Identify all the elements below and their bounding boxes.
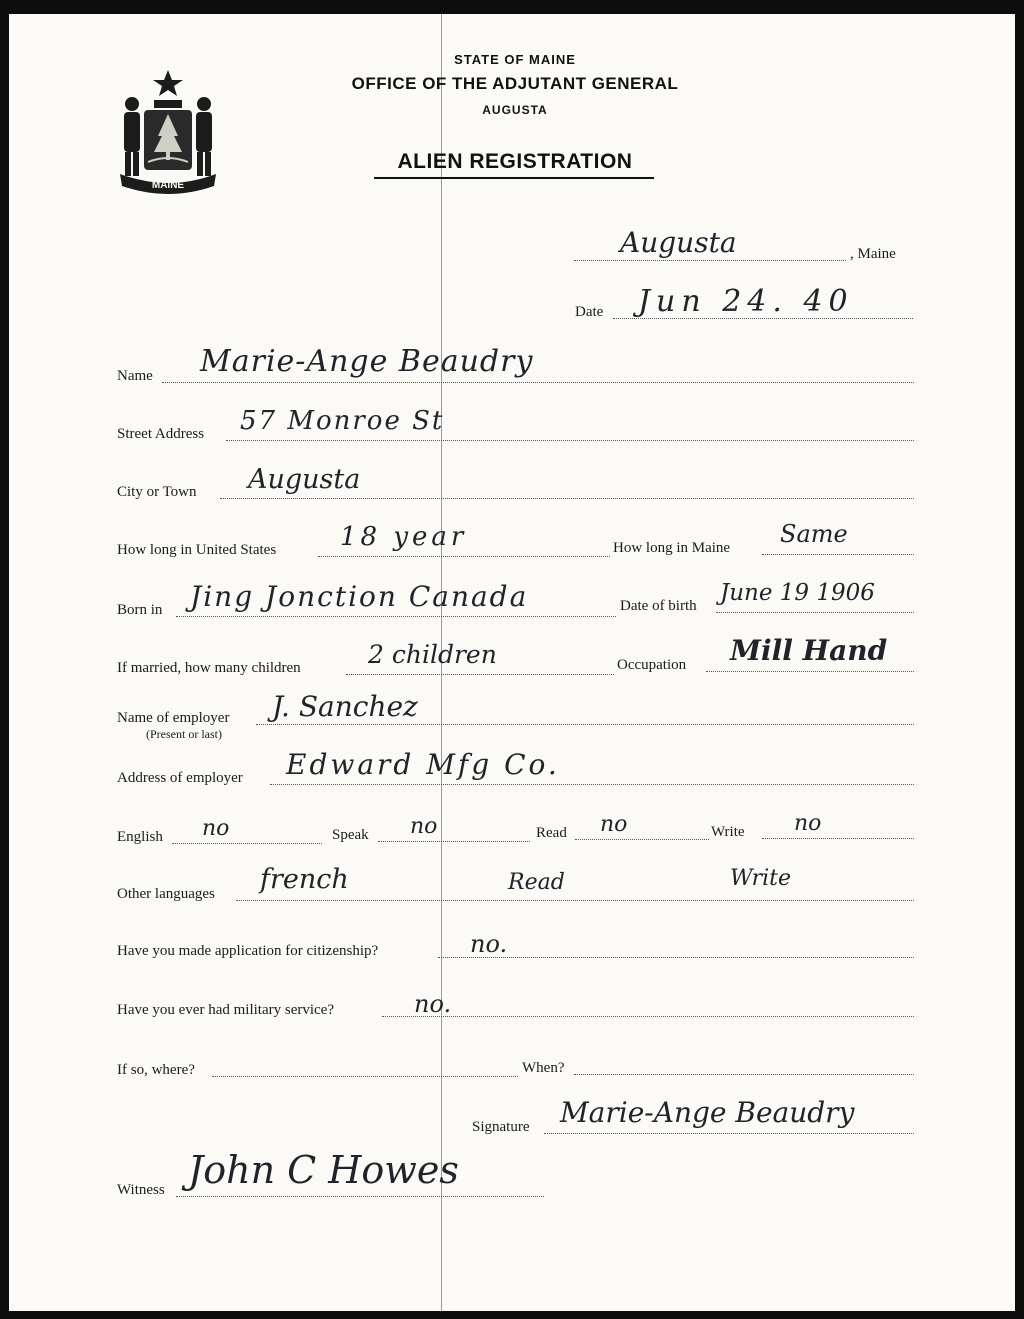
employer-name-label: Name of employer: [117, 710, 230, 726]
military-label: Have you ever had military service?: [117, 1002, 334, 1018]
employer-address-label: Address of employer: [117, 770, 243, 786]
state-seal-icon: [114, 66, 222, 194]
city-entry: Augusta: [248, 464, 361, 495]
name-label: Name: [117, 368, 153, 384]
place-entry: Augusta: [620, 226, 737, 259]
date-of-birth-entry: June 19 1906: [720, 580, 875, 606]
header-city: AUGUSTA: [482, 103, 548, 117]
title-underline: [374, 177, 654, 179]
how-long-maine-line: [762, 554, 914, 555]
english-entry: no: [202, 816, 230, 841]
witness-label: Witness: [117, 1182, 165, 1198]
children-label: If married, how many children: [117, 660, 301, 676]
signature-line: [544, 1133, 914, 1134]
if-so-where-line: [212, 1076, 518, 1077]
speak-line: [378, 841, 530, 842]
english-label: English: [117, 829, 163, 845]
read-label: Read: [536, 825, 567, 841]
header-state: STATE OF MAINE: [454, 52, 576, 67]
scan-border-top: [0, 0, 1024, 14]
born-in-entry: Jing Jonction Canada: [190, 580, 529, 613]
date-label: Date: [575, 304, 604, 320]
how-long-maine-entry: Same: [780, 520, 848, 548]
employer-note-label: (Present or last): [146, 727, 222, 741]
occupation-entry: Mill Hand: [730, 634, 888, 667]
born-in-label: Born in: [117, 602, 163, 618]
place-line: [574, 260, 846, 261]
date-of-birth-label: Date of birth: [620, 598, 697, 614]
street-address-label: Street Address: [117, 426, 205, 442]
street-address-entry: 57 Monroe St: [240, 406, 445, 436]
other-languages-label: Other languages: [117, 886, 215, 902]
employer-name-entry: J. Sanchez: [272, 690, 418, 723]
name-line: [162, 382, 914, 383]
how-long-us-entry: 18 year: [340, 522, 468, 552]
witness-line: [176, 1196, 544, 1197]
born-in-line: [176, 616, 616, 617]
speak-label: Speak: [332, 827, 369, 843]
city-label: City or Town: [117, 484, 197, 500]
children-entry: 2 children: [368, 640, 497, 669]
when-line: [574, 1074, 914, 1075]
occupation-label: Occupation: [617, 657, 687, 673]
employer-address-line: [270, 784, 914, 785]
write-label: Write: [711, 824, 745, 840]
when-label: When?: [522, 1060, 565, 1076]
street-address-line: [226, 440, 914, 441]
form-title: ALIEN REGISTRATION: [397, 150, 633, 173]
write-line: [762, 838, 914, 839]
employer-address-entry: Edward Mfg Co.: [286, 748, 560, 781]
english-line: [172, 843, 322, 844]
witness-entry: John C Howes: [188, 1148, 459, 1192]
scan-border-right: [1015, 0, 1024, 1319]
date-of-birth-line: [716, 612, 914, 613]
date-entry: Jun 24. 40: [638, 284, 854, 319]
speak-entry: no: [410, 814, 438, 839]
if-so-where-label: If so, where?: [117, 1062, 195, 1078]
employer-name-line: [256, 724, 914, 725]
how-long-maine-label: How long in Maine: [613, 540, 731, 556]
other-languages-line: [236, 900, 914, 901]
citizenship-line: [438, 957, 914, 958]
name-entry: Marie-Ange Beaudry: [200, 344, 534, 379]
children-line: [346, 674, 614, 675]
how-long-us-label: How long in United States: [117, 542, 277, 558]
scan-border-left: [0, 0, 9, 1319]
write-entry: no: [794, 811, 822, 836]
military-line: [382, 1016, 914, 1017]
svg-text:MAINE: MAINE: [151, 180, 185, 191]
scan-border-bottom: [0, 1311, 1024, 1319]
header-office: OFFICE OF THE ADJUTANT GENERAL: [351, 74, 679, 93]
city-line: [220, 498, 914, 499]
other-write-entry: Write: [730, 866, 792, 891]
other-languages-entry: french: [260, 864, 349, 895]
signature-label: Signature: [472, 1119, 530, 1135]
other-read-entry: Read: [508, 870, 565, 895]
military-entry: no.: [414, 990, 452, 1018]
signature-entry: Marie-Ange Beaudry: [560, 1096, 855, 1129]
how-long-us-line: [318, 556, 610, 557]
read-line: [575, 839, 709, 840]
citizenship-entry: no.: [470, 930, 508, 958]
occupation-line: [706, 671, 914, 672]
read-entry: no: [600, 812, 628, 837]
citizenship-label: Have you made application for citizenship?: [117, 943, 379, 959]
place-suffix-label: , Maine: [850, 246, 896, 262]
